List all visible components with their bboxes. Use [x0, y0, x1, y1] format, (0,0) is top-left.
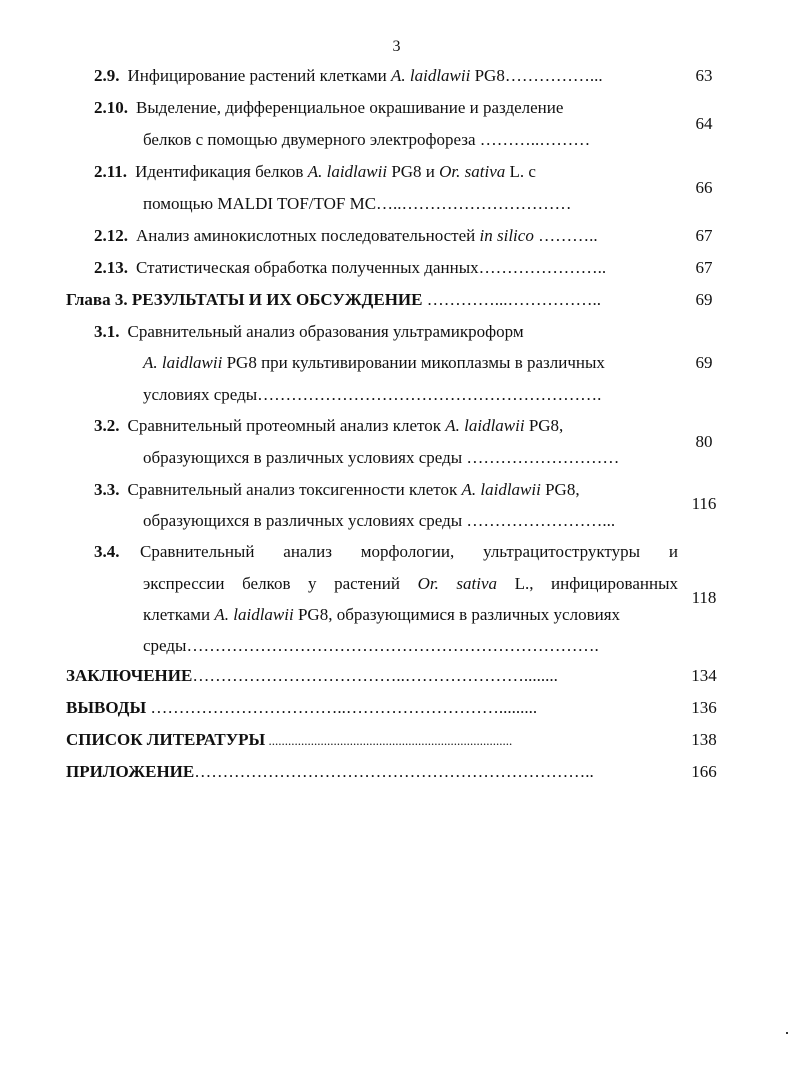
entry-title-cont-3: PG8, образующимися в различных условиях: [293, 605, 621, 624]
entry-title: Инфицирование растений клетками: [127, 66, 391, 85]
toc-entry-2-13: [94, 258, 606, 278]
entry-title-cont-2: L. с: [505, 162, 536, 181]
page-ref-appendix: 166: [691, 762, 717, 781]
page-ref-2-9: 63: [695, 66, 713, 85]
entry-number: 2.13.: [94, 258, 128, 277]
toc-entry-3-2-line2: образующихся в различных условиях среды ………………………: [143, 448, 620, 467]
toc-entry-3-1: [94, 322, 524, 342]
chapter-title: Глава 3. РЕЗУЛЬТАТЫ И ИХ ОБСУЖДЕНИЕ: [66, 290, 423, 309]
entry-number: 3.4.: [94, 542, 120, 561]
page-ref-2-11: 66: [695, 178, 713, 197]
entry-title-cont: PG8,: [524, 416, 564, 435]
section-dots: ...........................................................................: [265, 733, 513, 748]
toc-entry-3-3: [94, 480, 580, 500]
toc-entry-3-2: [94, 416, 563, 436]
chapter-dots: …………...……………..: [422, 290, 601, 309]
scan-speck: [786, 1032, 788, 1034]
section-title: СПИСОК ЛИТЕРАТУРЫ: [66, 730, 266, 749]
entry-number: 3.3.: [94, 480, 120, 499]
section-title: ВЫВОДЫ: [66, 698, 147, 717]
page-ref-references: 138: [691, 730, 717, 749]
species-name: A. laidlawii: [307, 162, 388, 181]
entry-number: 2.9.: [94, 66, 120, 85]
entry-number: 3.1.: [94, 322, 120, 341]
entry-title-cont: PG8,: [540, 480, 580, 499]
entry-title: Анализ аминокислотных последовательностей: [136, 226, 480, 245]
toc-entry-3-4-line1: Сравнительный анализ морфологии, ультрацитоструктуры и: [140, 542, 678, 561]
section-title: ПРИЛОЖЕНИЕ: [66, 762, 195, 781]
toc-entry-3-4: [94, 542, 128, 562]
page-ref-3-3: 116: [691, 494, 717, 513]
toc-entry-3-4-line4: среды……………………………………………………………….: [143, 636, 599, 655]
page-ref-chapter-3: 69: [695, 290, 713, 309]
species-name: Or. sativa: [417, 574, 497, 593]
entry-title: Идентификация белков: [135, 162, 308, 181]
entry-title: Сравнительный протеомный анализ клеток: [127, 416, 446, 435]
section-dots: ………………………………..…………………........: [192, 666, 558, 685]
toc-appendix: [66, 762, 594, 782]
entry-title: Выделение, дифференциальное окрашивание и разделение: [136, 98, 564, 117]
toc-entry-3-1-line2: [143, 353, 605, 373]
section-dots: ……………………………………………………………..: [194, 762, 594, 781]
entry-title-cont-2: клетками: [143, 605, 215, 624]
entry-title: Сравнительный анализ образования ультрамикроформ: [127, 322, 524, 341]
entry-title-cont: L., инфицированных: [497, 574, 678, 593]
entry-title: Сравнительный анализ токсигенности клеток: [127, 480, 462, 499]
species-name: A. laidlawii: [445, 416, 525, 435]
toc-entry-2-11: [94, 162, 536, 182]
toc-chapter-3: [66, 290, 601, 310]
toc-conclusion: [66, 666, 558, 686]
species-name-2: Or. sativa: [439, 162, 506, 181]
species-name: A. laidlawii: [391, 66, 471, 85]
entry-title-cont: PG8 и: [387, 162, 440, 181]
toc-entry-2-9: [94, 66, 603, 86]
entry-title-cont: PG8 при культивировании микоплазмы в различных: [222, 353, 605, 372]
section-title: ЗАКЛЮЧЕНИЕ: [66, 666, 193, 685]
toc-entry-2-11-line2: помощью MALDI TOF/TOF MC…..…………………………: [143, 194, 572, 213]
toc-findings: [66, 698, 537, 718]
toc-entry-2-12: [94, 226, 598, 246]
page-ref-2-13: 67: [695, 258, 713, 277]
toc-entry-2-10: [94, 98, 563, 118]
entry-number: 2.10.: [94, 98, 128, 117]
page-ref-3-1: 69: [695, 353, 713, 372]
entry-number: 2.12.: [94, 226, 128, 245]
toc-references: [66, 730, 512, 751]
entry-title-cont: ………..: [533, 226, 598, 245]
page-ref-3-2: 80: [695, 432, 713, 451]
toc-entry-3-4-line2: [143, 574, 678, 594]
entry-title-cont: PG8……………...: [470, 66, 603, 85]
entry-number: 3.2.: [94, 416, 120, 435]
toc-entry-2-10-line2: белков с помощью двумерного электрофореза ………..………: [143, 130, 591, 149]
page-ref-3-4: 118: [691, 588, 717, 607]
entry-number: 2.11.: [94, 162, 128, 181]
page-ref-2-10: 64: [695, 114, 713, 133]
toc-entry-3-4-line3: [143, 605, 620, 625]
species-name: A. laidlawii: [461, 480, 541, 499]
species-name: A. laidlawii: [143, 353, 223, 372]
toc-entry-3-3-line2: образующихся в различных условиях среды ……………………...: [143, 511, 616, 530]
species-name-2: A. laidlawii: [214, 605, 294, 624]
toc-entry-3-1-line3: условиях среды…………………………………………………….: [143, 385, 602, 404]
section-dots: ……………………………..……………………….........: [146, 698, 538, 717]
term-italic: in silico: [479, 226, 534, 245]
page-number: 3: [392, 38, 401, 55]
entry-title: экспрессии белков у растений: [143, 574, 418, 593]
entry-title: Статистическая обработка полученных данных…………………..: [136, 258, 607, 277]
page-ref-conclusion: 134: [691, 666, 717, 685]
page-ref-2-12: 67: [695, 226, 713, 245]
page-ref-findings: 136: [691, 698, 717, 717]
